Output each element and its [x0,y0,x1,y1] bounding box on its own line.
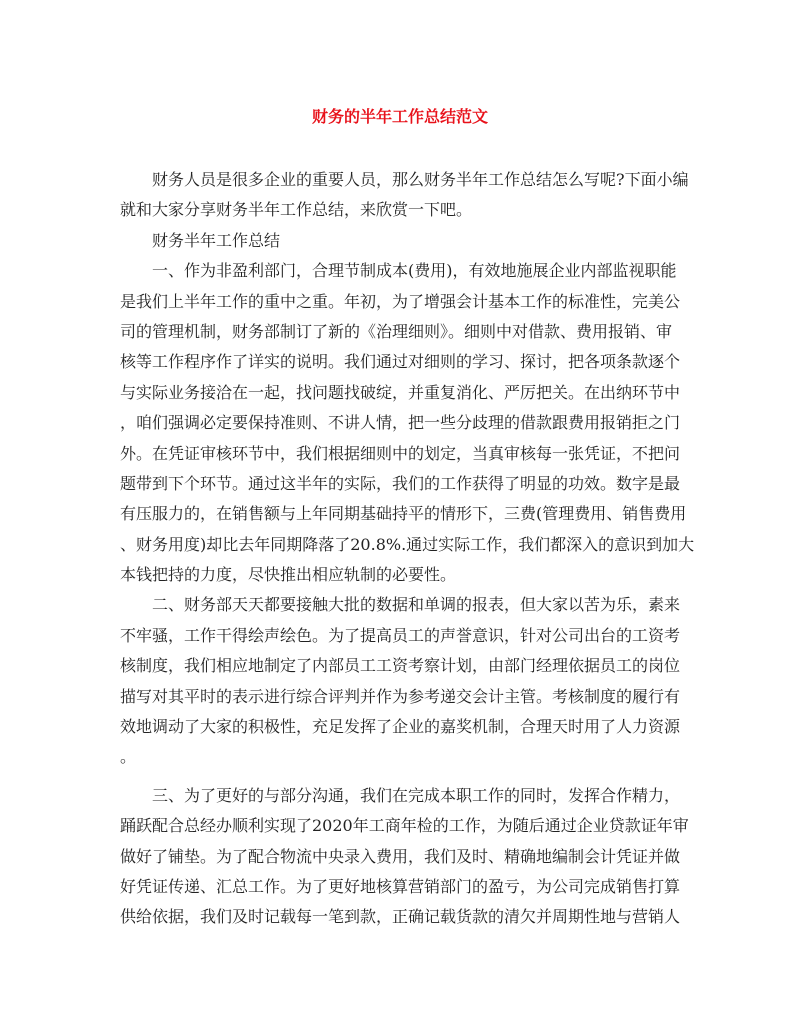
body-line: 描写对其平时的表示进行综合评判并作为参考递交会计主管。考核制度的履行有 [120,686,681,706]
body-line: 是我们上半年工作的重中之重。年初，为了增强会计基本工作的标准性，完美公 [120,291,681,311]
body-line: 外。在凭证审核环节中，我们根据细则中的划定，当真审核每一张凭证，不把问 [120,443,681,463]
body-line: 三、为了更好的与部分沟通，我们在完成本职工作的同时，发挥合作精力， [152,785,681,805]
body-line: 做好了铺垫。为了配合物流中央录入费用，我们及时、精确地编制会计凭证并做 [120,846,681,866]
body-line: 供给依据，我们及时记载每一笔到款，正确记载货款的清欠并周期性地与营销人 [120,907,681,927]
paragraph-gap [120,773,682,781]
body-line: 。 [120,747,137,767]
body-line: 本钱把持的力度，尽快推出相应轨制的必要性。 [120,565,457,585]
document-title: 财务的半年工作总结范文 [311,107,488,126]
body-line: 二、财务部天天都要接触大批的数据和单调的报表，但大家以苦为乐，素来 [152,595,681,615]
body-line: 、财务用度)却比去年同期降落了20.8%.通过实际工作，我们都深入的意识到加大 [120,534,695,554]
body-line: 有压服力的，在销售额与上年同期基础持平的情形下，三费(管理费用、销售费用 [120,504,687,524]
body-line: 核等工作程序作了详实的说明。我们通过对细则的学习、探讨，把各项条款逐个 [120,352,681,372]
body-line: 就和大家分享财务半年工作总结，来欣赏一下吧。 [120,200,473,220]
body-line: 好凭证传递、汇总工作。为了更好地核算营销部门的盈亏，为公司完成销售打算 [120,876,681,896]
body-line: 效地调动了大家的积极性，充足发挥了企业的嘉奖机制，合理天时用了人力资源 [120,717,681,737]
body-line: 财务人员是很多企业的重要人员，那么财务半年工作总结怎么写呢?下面小编 [152,170,689,189]
body-line: 核制度，我们相应地制定了内部员工工资考察计划，由部门经理依据员工的岗位 [120,656,681,676]
section-heading: 财务半年工作总结 [152,230,281,250]
body-line: ，咱们强调必定要保持准则、不讲人情，把一些分歧理的借款跟费用报销拒之门 [120,413,681,433]
body-line: 司的管理机制，财务部制订了新的《治理细则》。细则中对借款、费用报销、审 [120,321,673,341]
body-line: 题带到下个环节。通过这半年的实际，我们的工作获得了明显的功效。数字是最 [120,473,681,493]
body-line: 与实际业务接洽在一起，找问题找破绽，并重复消化、严厉把关。在出纳环节中 [120,382,681,402]
body-line: 不牢骚，工作干得绘声绘色。为了提高员工的声誉意识，针对公司出台的工资考 [120,625,681,645]
body-line: 踊跃配合总经办顺利实现了2020年工商年检的工作，为随后通过企业贷款证年审 [120,816,689,836]
document-body [120,165,695,933]
body-line: 一、作为非盈利部门，合理节制成本(费用)，有效地施展企业内部监视职能 [152,261,677,281]
